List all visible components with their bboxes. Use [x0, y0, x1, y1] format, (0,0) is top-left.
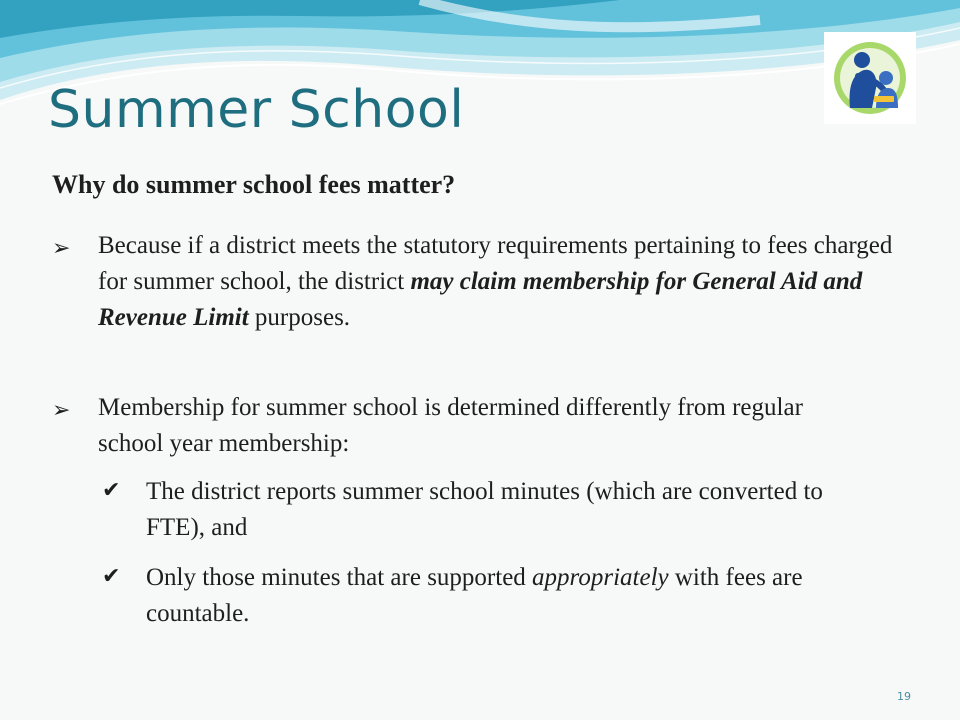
bullet-text-part: Because if a district meets the statutory requirements pertaining to fees charged for summer school, the district — [98, 232, 893, 295]
subbullet-text — [146, 560, 896, 632]
checkmark-icon: ✔ — [102, 478, 121, 503]
page-number: 19 — [897, 690, 911, 703]
checkmark-icon: ✔ — [102, 564, 121, 589]
subbullet-emphasis: appropriately — [532, 564, 669, 591]
bullet-text: Membership for summer school is determined differently from regular school year membership: — [98, 394, 803, 457]
logo — [824, 32, 916, 124]
bullet-text-part: purposes. — [248, 304, 351, 331]
bullet-text — [98, 228, 898, 336]
slide-subtitle: Why do summer school fees matter? — [52, 170, 456, 199]
arrowhead-bullet-icon: ➢ — [52, 398, 71, 423]
teacher-student-logo-icon — [824, 32, 916, 124]
bullet-emphasis: may claim membership for General Aid and Revenue Limit — [98, 268, 863, 331]
arrowhead-bullet-icon: ➢ — [52, 236, 71, 261]
subbullet-text-part: with fees are countable. — [146, 564, 803, 627]
subbullet-text: The district reports summer school minutes (which are converted to FTE), and — [146, 478, 823, 541]
subbullet-text-part: Only those minutes that are supported — [146, 564, 533, 591]
slide-title: Summer School — [48, 80, 465, 140]
